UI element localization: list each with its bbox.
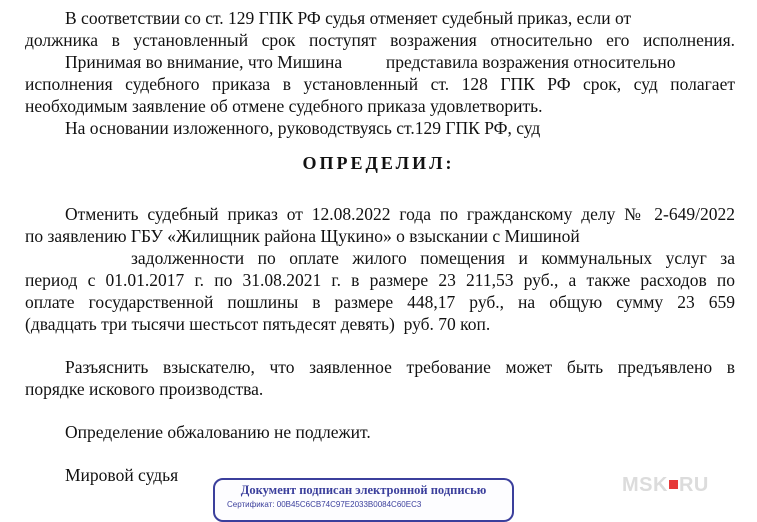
paragraph-6-line-1: Определение обжалованию не подлежит. (65, 422, 371, 442)
site-watermark (622, 474, 709, 497)
stamp-certificate: Сертификат: 00В45С6СВ74С97Е2033В0084С60ЕС3 (227, 500, 422, 509)
paragraph-1-line-1: В соответствии со ст. 129 ГПК РФ судья отменяет судебный приказ, если от (65, 8, 632, 28)
paragraph-2-line-1: Принимая во внимание, что Мишина представила возражения относительно (65, 52, 676, 72)
paragraph-5-line-2: порядке искового производства. (25, 379, 264, 399)
paragraph-4-line-6: (двадцать три тысячи шестьсот пятьдесят девять) руб. 70 коп. (25, 314, 491, 334)
paragraph-2-line-2: исполнения судебного приказа в установленный ст. 128 ГПК РФ срок, суд полагает (25, 74, 735, 94)
electronic-signature-stamp (213, 478, 514, 522)
paragraph-4-line-5: оплате государственной пошлины в размере 448,17 руб., на общую сумму 23 659 (25, 292, 735, 312)
paragraph-5-line-1: Разъяснить взыскателю, что заявленное требование может быть предъявлено в (65, 357, 735, 377)
paragraph-4-line-3: задолженности по оплате жилого помещения и коммунальных услуг за (131, 248, 735, 268)
watermark-dot-icon (669, 480, 678, 489)
decision-heading: ОПРЕДЕЛИЛ: (302, 153, 455, 173)
paragraph-4-line-1: Отменить судебный приказ от 12.08.2022 года по гражданскому делу № 2-649/2022 (65, 204, 735, 224)
paragraph-3-line-1: На основании изложенного, руководствуясь ст.129 ГПК РФ, суд (65, 118, 541, 138)
watermark-text-left: MSK (622, 474, 668, 496)
stamp-title: Документ подписан электронной подписью (240, 483, 487, 497)
paragraph-2-line-3: необходимым заявление об отмене судебного приказа удовлетворить. (25, 96, 543, 116)
paragraph-4-line-2: по заявлению ГБУ «Жилищник района Щукино» о взыскании с Мишиной (25, 226, 580, 246)
watermark-text-right: RU (678, 474, 709, 496)
paragraph-4-line-4: период с 01.01.2017 г. по 31.08.2021 г. в размере 23 211,53 руб., а также расходов по (25, 270, 735, 290)
signer-title: Мировой судья (65, 465, 179, 485)
paragraph-1-line-2: должника в установленный срок поступят возражения относительно его исполнения. (25, 30, 735, 50)
